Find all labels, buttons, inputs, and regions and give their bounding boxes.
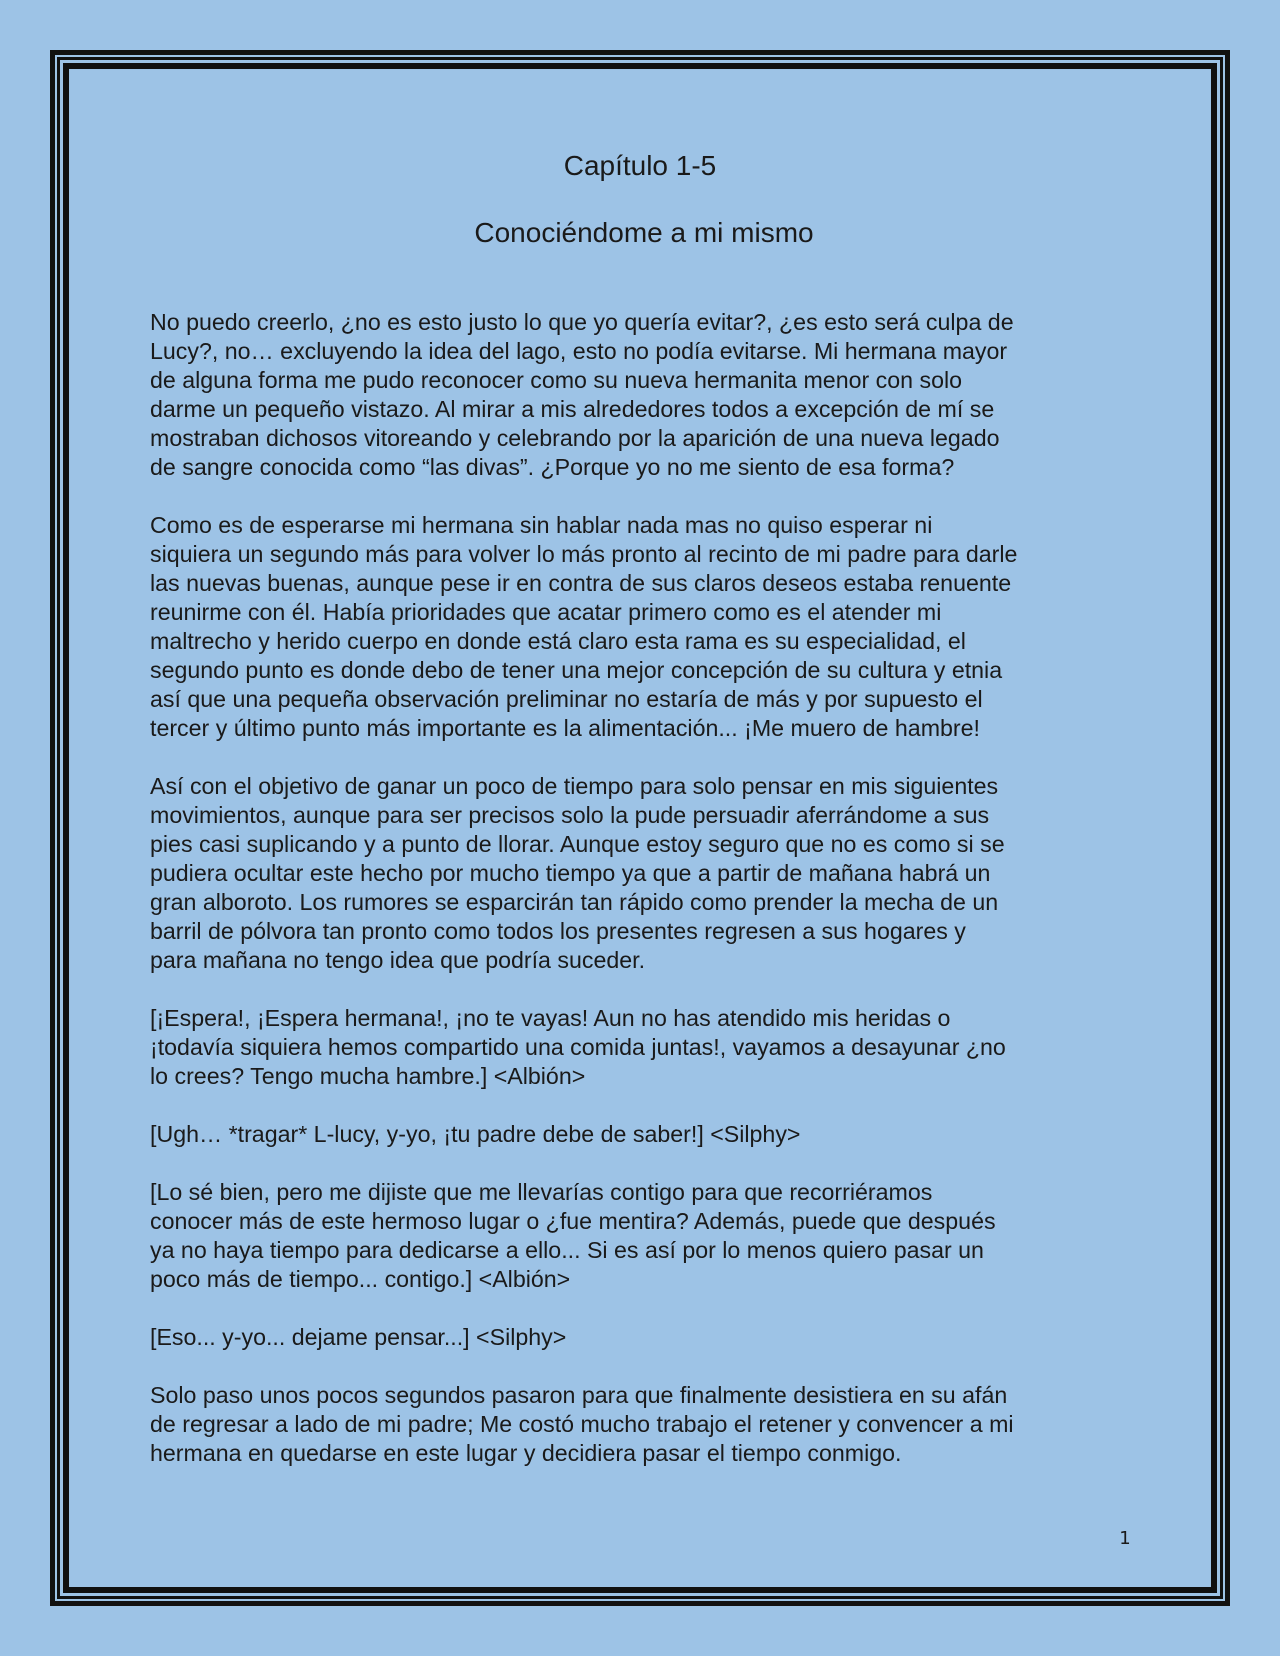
paragraph-3: Así con el objetivo de ganar un poco de tiempo para solo pensar en mis siguientes movimientos, aunque para ser precisos solo la pude persuadir aferrándome a sus pies casi suplicando y a punto de llorar. Aunque estoy seguro que no es como si se pudiera ocultar este hecho por mucho tiempo ya que a partir de mañana habrá un gran alboroto. Los rumores se esparcirán tan rápido como prender la mecha de un barril de pólvora tan pronto como todos los presentes regresen a sus hogares y para mañana no tengo idea que podría suceder. <box>150 773 1005 973</box>
paragraph-2: Como es de esperarse mi hermana sin hablar nada mas no quiso esperar ni siquiera un segundo más para volver lo más pronto al recinto de mi padre para darle las nuevas buenas, aunque pese ir en contra de sus claros deseos estaba renuente reunirme con él. Había prioridades que acatar primero como es el atender mi maltrecho y herido cuerpo en donde está claro esta rama es su especialidad, el segundo punto es donde debo de tener una mejor concepción de su cultura y etnia así que una pequeña observación preliminar no estaría de más y por supuesto el tercer y último punto más importante es la alimentación... ¡Me muero de hambre! <box>150 512 1018 741</box>
paragraph-final: Solo paso unos pocos segundos pasaron para que finalmente desistiera en su afán de regresar a lado de mi padre; Me costó mucho trabajo el retener y convencer a mi hermana en quedarse en este lugar y decidiera pasar el tiempo conmigo. <box>150 1382 1014 1466</box>
dialogue-albion-1: [¡Espera!, ¡Espera hermana!, ¡no te vayas! Aun no has atendido mis heridas o ¡todavía siquiera hemos compartido una comida juntas!, vayamos a desayunar ¿no lo crees? Tengo mucha hambre.] <Albión> <box>150 1005 1006 1089</box>
chapter-subtitle: Conociéndome a mi mismo <box>474 217 814 248</box>
paragraph-1: No puedo creerlo, ¿no es esto justo lo que yo quería evitar?, ¿es esto será culpa de Lucy?, no… excluyendo la idea del lago, esto no podía evitarse. Mi hermana mayor de alguna forma me pudo reconocer como su nueva hermanita menor con solo darme un pequeño vistazo. Al mirar a mis alrededores todos a excepción de mí se mostraban dichosos vitoreando y celebrando por la aparición de una nueva legado de sangre conocida como “las divas”. ¿Porque yo no me siento de esa forma? <box>150 309 1014 480</box>
chapter-title: Capítulo 1-5 <box>563 150 717 181</box>
page-number: 1 <box>1119 1528 1131 1549</box>
dialogue-silphy-2: [Eso... y-yo... dejame pensar...] <Silphy> <box>150 1324 567 1350</box>
dialogue-albion-2: [Lo sé bien, pero me dijiste que me llevarías contigo para que recorriéramos conocer más de este hermoso lugar o ¿fue mentira? Además, puede que después ya no haya tiempo para dedicarse a ello... Si es así por lo menos quiero pasar un poco más de tiempo... contigo.] <Albión> <box>150 1179 996 1292</box>
dialogue-silphy-1: [Ugh… *tragar* L-lucy, y-yo, ¡tu padre debe de saber!] <Silphy> <box>150 1121 801 1147</box>
document-body <box>150 308 1100 1497</box>
